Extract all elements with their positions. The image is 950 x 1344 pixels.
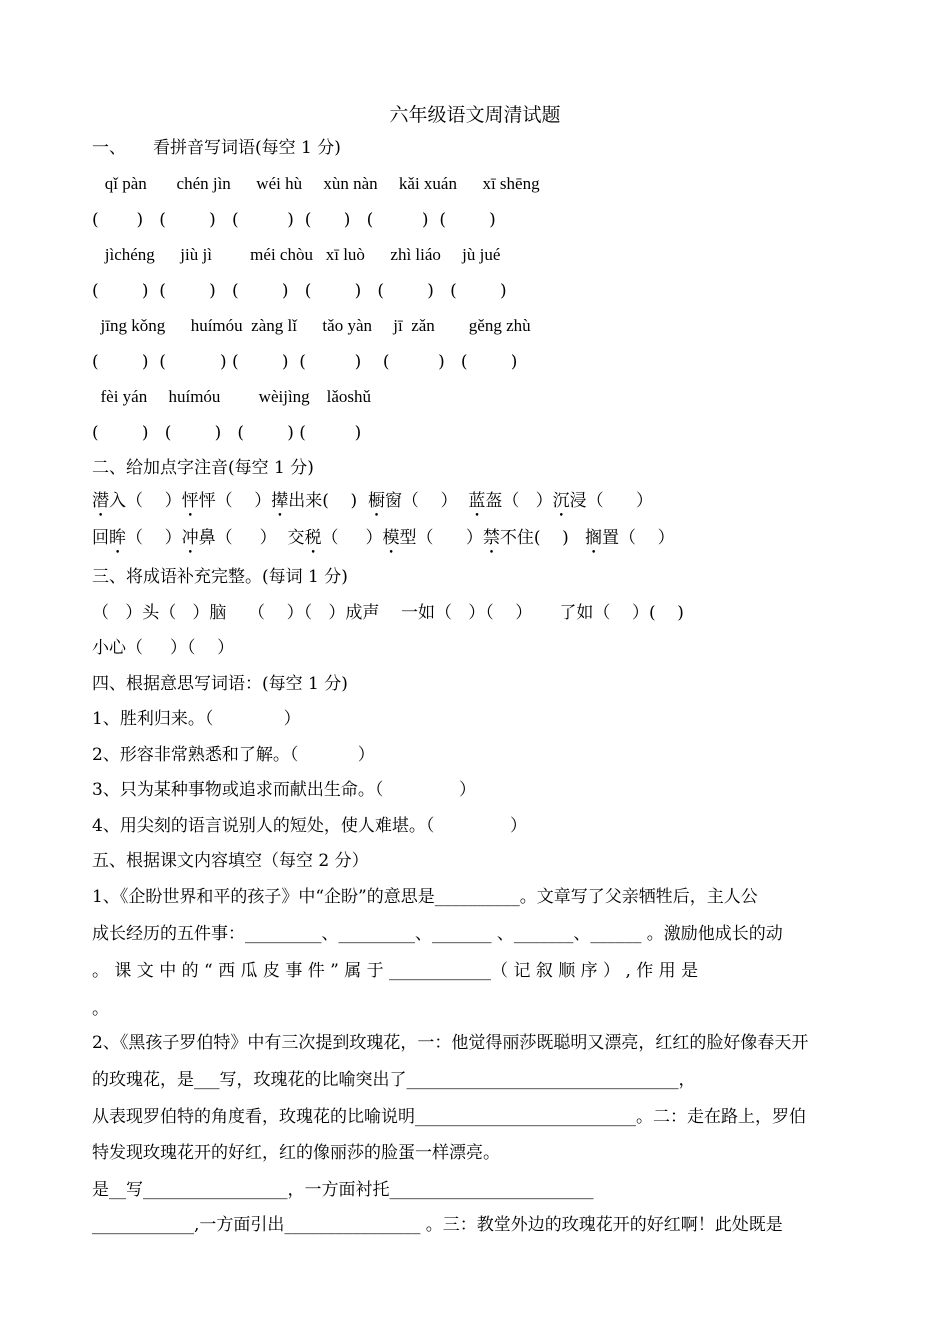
idiom-row-1[interactable]: （ ）头（ ）脑 （ ）（ ）成声 一如（ ）（ ） 了如（ ）( )	[92, 603, 684, 623]
phonetic-blank[interactable]: 鼻（ ） 交	[198, 528, 305, 548]
dotted-char: 眸	[109, 528, 126, 548]
section-5-heading: 五、根据课文内容填空（每空 2 分）	[92, 851, 369, 871]
page-title: 六年级语文周清试题	[389, 104, 561, 126]
phonetic-blank[interactable]: （ ）	[321, 528, 383, 548]
fill-paragraph-2-line-6[interactable]: ____________,一方面引出________________ 。三：教堂外边的玫瑰花开的好红啊！此处既是	[92, 1215, 783, 1235]
bracket-row-1[interactable]: ( ) ( ) ( ) ( ) ( ) ( )	[92, 210, 496, 230]
fill-paragraph-1-line-1[interactable]: 1、《企盼世界和平的孩子》中“企盼”的意思是__________。文章写了父亲牺牲后，主人公	[92, 887, 758, 907]
phonetic-blank[interactable]: 入（ ）	[109, 491, 182, 511]
dotted-char: 撵	[271, 491, 289, 511]
fill-paragraph-2-line-4: 特发现玫瑰花开的好红，红的像丽莎的脸蛋一样漂亮。	[92, 1143, 500, 1163]
dotted-char: 怦	[181, 491, 199, 511]
dotted-char: 蓝	[468, 491, 486, 511]
pinyin-row-3: jīng kǒng huímóu zàng lǐ tǎo yàn jī zǎn gěng zhù	[92, 316, 531, 335]
phonetic-blank[interactable]: 浸（ ）	[569, 491, 654, 511]
fill-paragraph-1-line-3[interactable]: 。 课 文 中 的 “ 西 瓜 皮 事 件 ” 属 于 ____________（ 记 叙 顺 序 ） , 作 用 是	[92, 961, 699, 981]
phonetic-blank[interactable]: 怦（ ）	[198, 491, 272, 511]
pinyin-row-2: jìchéng jiù jì méi chòu xī luò zhì liáo jù jué	[92, 245, 501, 264]
fill-paragraph-1-line-2[interactable]: 成长经历的五件事：_________、_________、_______ 、_______、______ 。激励他成长的动	[92, 924, 783, 944]
phonetic-blank[interactable]: 不住( )	[499, 528, 586, 548]
dotted-char: 模	[382, 528, 400, 548]
phonetic-blank[interactable]: 型（ ）	[399, 528, 483, 548]
bracket-row-4[interactable]: ( ) ( ) ( ) ( )	[92, 423, 362, 443]
phonetic-blank[interactable]: （ ）	[126, 528, 182, 548]
definition-item-4[interactable]: 4、用尖刻的语言说别人的短处，使人难堪。（ ）	[92, 816, 527, 836]
phonetic-blank[interactable]: 盔（ ）	[485, 491, 553, 511]
dotted-char: 税	[304, 528, 322, 548]
section-4-heading: 四、根据意思写词语：(每空 1 分)	[92, 674, 348, 694]
dotted-char: 搁	[585, 528, 603, 548]
section-3-heading: 三、将成语补充完整。(每词 1 分)	[92, 567, 348, 587]
definition-item-3[interactable]: 3、只为某种事物或追求而献出生命。（ ）	[92, 780, 476, 800]
plain-char: 回	[92, 528, 109, 548]
fill-paragraph-2-line-5[interactable]: 是__写_________________，一方面衬托________________________	[92, 1180, 594, 1200]
fill-paragraph-1-line-4: 。	[92, 999, 109, 1019]
phonetic-row-2	[92, 527, 675, 558]
idiom-row-2[interactable]: 小心（ ）（ ）	[92, 638, 235, 658]
phonetic-blank[interactable]: 置（ ）	[602, 528, 675, 548]
dotted-char: 沉	[552, 491, 570, 511]
phonetic-blank[interactable]: 窗（ ）	[384, 491, 469, 511]
dotted-char: 橱	[367, 491, 385, 511]
fill-paragraph-2-line-1: 2、《黑孩子罗伯特》中有三次提到玫瑰花，一：他觉得丽莎既聪明又漂亮，红红的脸好像春天开	[92, 1033, 809, 1053]
definition-item-1[interactable]: 1、胜利归来。（ ）	[92, 709, 301, 729]
phonetic-row-1	[92, 490, 653, 521]
dotted-char: 潜	[92, 491, 109, 511]
dotted-char: 冲	[181, 528, 199, 548]
dotted-char: 禁	[482, 528, 500, 548]
section-1-heading: 一、 看拼音写词语(每空 1 分)	[92, 138, 341, 158]
fill-paragraph-2-line-2[interactable]: 的玫瑰花，是___写，玫瑰花的比喻突出了________________________________，	[92, 1070, 696, 1090]
pinyin-row-4: fèi yán huímóu wèijìng lǎoshǔ	[92, 387, 372, 406]
definition-item-2[interactable]: 2、形容非常熟悉和了解。（ ）	[92, 745, 375, 765]
bracket-row-3[interactable]: ( ) ( ) ( ) ( ) ( ) ( )	[92, 352, 518, 372]
phonetic-blank[interactable]: 出来( )	[288, 491, 368, 511]
bracket-row-2[interactable]: ( ) ( ) ( ) ( ) ( ) ( )	[92, 281, 507, 301]
pinyin-row-1: qǐ pàn chén jìn wéi hù xùn nàn kǎi xuán xī shēng	[92, 174, 540, 193]
section-2-heading: 二、给加点字注音(每空 1 分)	[92, 458, 314, 478]
fill-paragraph-2-line-3[interactable]: 从表现罗伯特的角度看，玫瑰花的比喻说明__________________________。二：走在路上，罗伯	[92, 1107, 806, 1127]
